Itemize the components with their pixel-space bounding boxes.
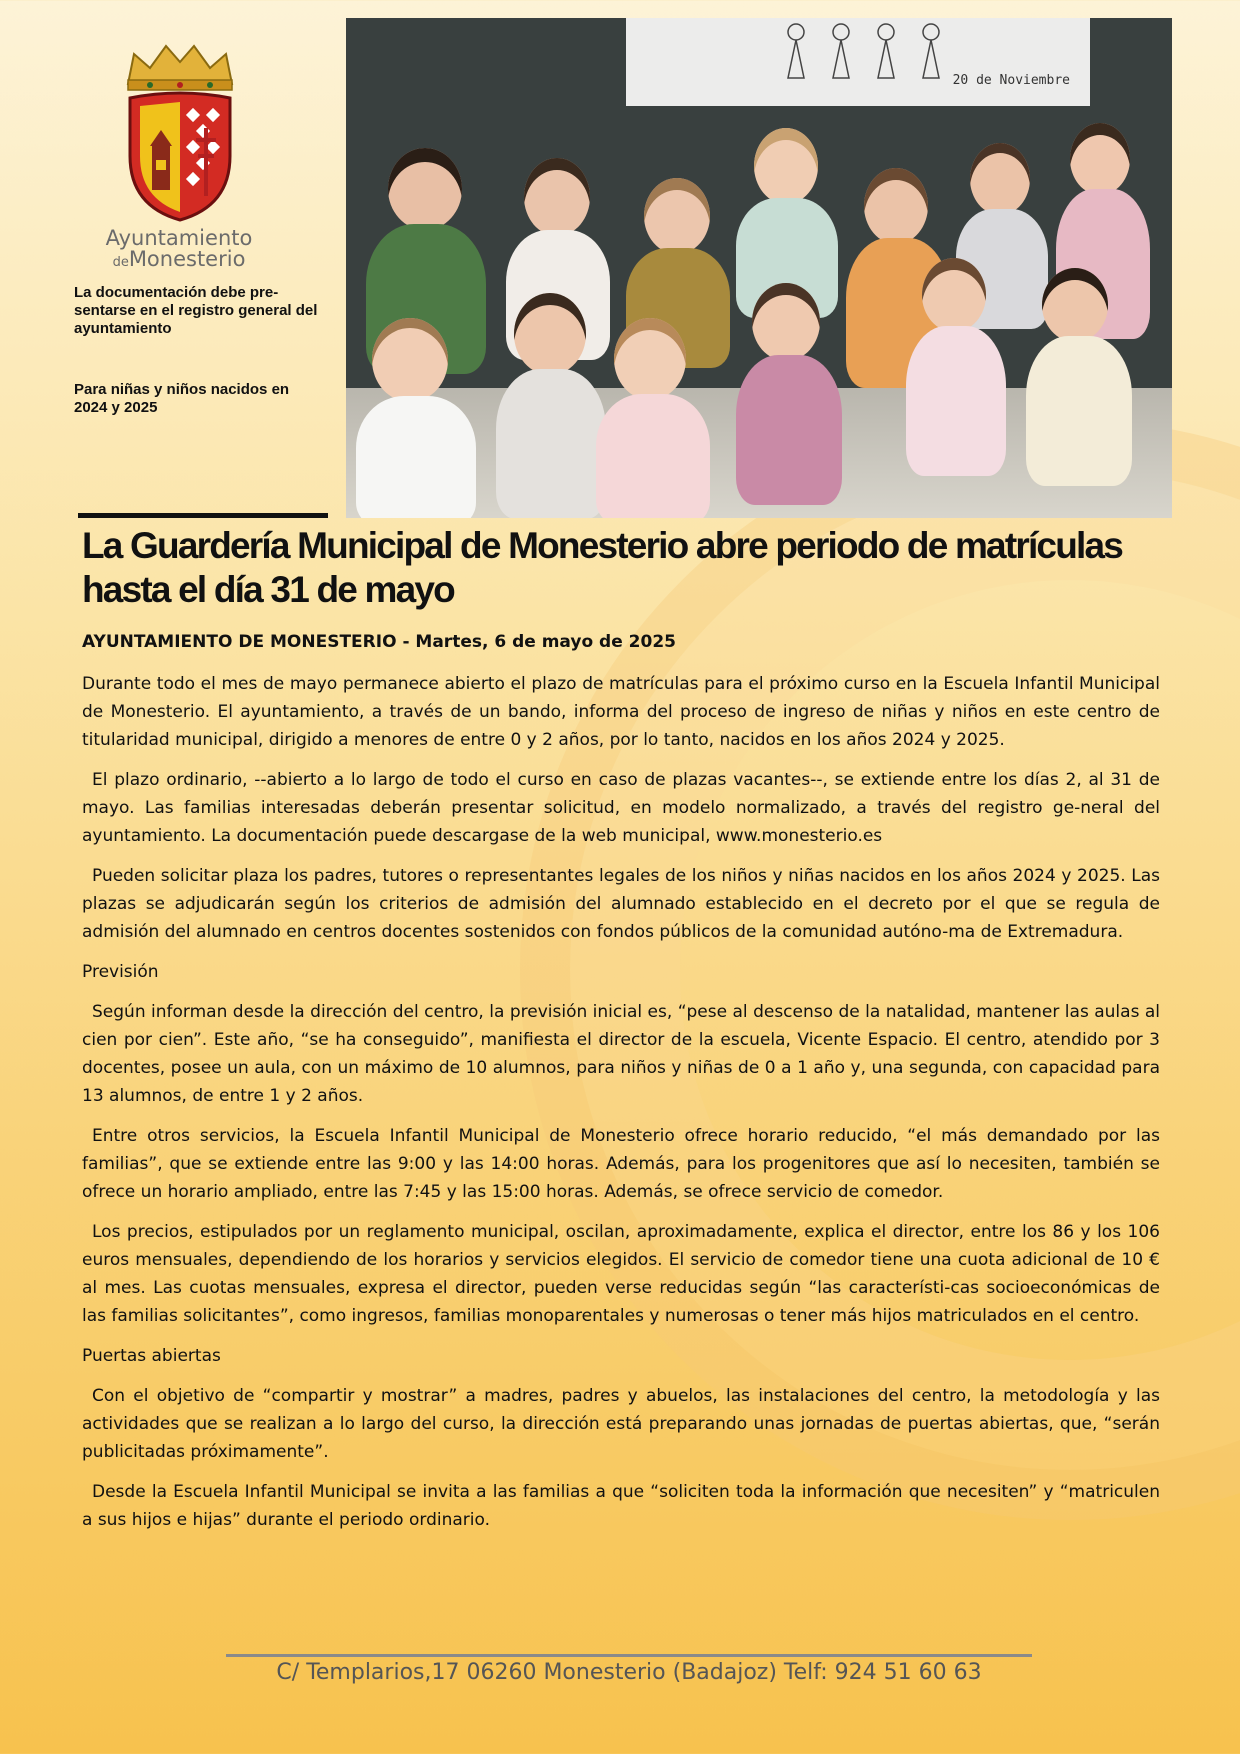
footer-rule [226, 1654, 1032, 1657]
article-paragraph: El plazo ordinario, --abierto a lo largo de todo el curso en caso de plazas vacantes--, se extiende entre los días 2, al 31 de mayo. Las familias interesadas deberán presentar solicitud, en modelo normalizado, a través del registro ge-neral del ayuntamiento. La documentación puede descargase de la web municipal, www.monesterio.es [82, 770, 1160, 846]
article-paragraph: Con el objetivo de “compartir y mostrar” a madres, padres y abuelos, las instalaciones del centro, la metodología y las actividades que se realizan a lo largo del curso, la dirección está preparando unas jornadas de puertas abiertas, que, “serán publicitadas próximamente”. [82, 1386, 1160, 1462]
org-name-line2 [74, 249, 284, 270]
article-title: La Guardería Municipal de Monesterio abre periodo de matrículas hasta el día 31 de mayo [82, 525, 1123, 610]
photo-board-date: 20 de Noviembre [952, 73, 1070, 88]
article-paragraph: Los precios, estipulados por un reglamento municipal, oscilan, aproximadamente, explica el director, entre los 86 y los 106 euros mensuales, dependiendo de los horarios y servicios elegidos. El servicio de comedor tiene una cuota adicional de 10 € al mes. Las cuotas mensuales, expresa el director, pueden verse reducidas según “las característi-cas socioeconómicas de las familias solicitantes”, como ingresos, familias monoparentales y numerosas o tener más hijos matriculados en el centro. [82, 1222, 1160, 1326]
org-name-prefix: de [112, 255, 129, 270]
article-body [82, 670, 1160, 1546]
org-name [74, 228, 284, 270]
children-group-photo [346, 18, 1172, 518]
section-heading-open-doors: Puertas abiertas [82, 1346, 221, 1366]
registry-note: La documentación debe pre-sentarse en el registro general del ayuntamiento [74, 284, 318, 337]
title-rule [78, 513, 328, 518]
footer-address: C/ Templarios,17 06260 Monesterio (Badajoz) Telf: 924 51 60 63 [276, 1660, 982, 1685]
drawing-figures-icon [776, 18, 956, 88]
section-heading-prevision: Previsión [82, 962, 159, 982]
birth-year-note: Para niñas y niños nacidos en 2024 y 2025 [74, 381, 290, 416]
wall-drawing-board [626, 18, 1090, 106]
municipal-crest-icon [110, 36, 250, 226]
org-name-line1: Ayuntamiento [105, 226, 253, 250]
article-paragraph: Entre otros servicios, la Escuela Infantil Municipal de Monesterio ofrece horario reducido, “el más demandado por las familias”, que se extiende entre las 9:00 y las 14:00 horas. Además, para los progenitores que así lo necesiten, también se ofrece un horario ampliado, entre las 7:45 y las 15:00 horas. Además, se ofrece servicio de comedor. [82, 1126, 1160, 1202]
article-byline: AYUNTAMIENTO DE MONESTERIO - Martes, 6 de mayo de 2025 [82, 632, 676, 652]
article-paragraph: Según informan desde la dirección del centro, la previsión inicial es, “pese al descenso de la natalidad, mantener las aulas al cien por cien”. Este año, “se ha conseguido”, manifiesta el director de la escuela, Vicente Espacio. El centro, atendido por 3 docentes, posee un aula, con un máximo de 10 alumnos, para niños y niñas de 0 a 1 año y, una segunda, con capacidad para 13 alumnos, de entre 1 y 2 años. [82, 1002, 1160, 1106]
article-paragraph: Durante todo el mes de mayo permanece abierto el plazo de matrículas para el próximo curso en la Escuela Infantil Municipal de Monesterio. El ayuntamiento, a través de un bando, informa del proceso de ingreso de niñas y niños en este centro de titularidad municipal, dirigido a menores de entre 0 y 2 años, por lo tanto, nacidos en los años 2024 y 2025. [82, 674, 1160, 750]
article-paragraph: Desde la Escuela Infantil Municipal se invita a las familias a que “soliciten toda la información que necesiten” y “matriculen a sus hijos e hijas” durante el periodo ordinario. [82, 1482, 1160, 1530]
article-paragraph: Pueden solicitar plaza los padres, tutores o representantes legales de los niños y niñas nacidos en los años 2024 y 2025. Las plazas se adjudicarán según los criterios de admisión del alumnado establecido en el decreto por el que se regula de admisión del alumnado en centros docentes sostenidos con fondos públicos de la comunidad autóno-ma de Extremadura. [82, 866, 1160, 942]
org-name-town: Monesterio [128, 247, 246, 271]
